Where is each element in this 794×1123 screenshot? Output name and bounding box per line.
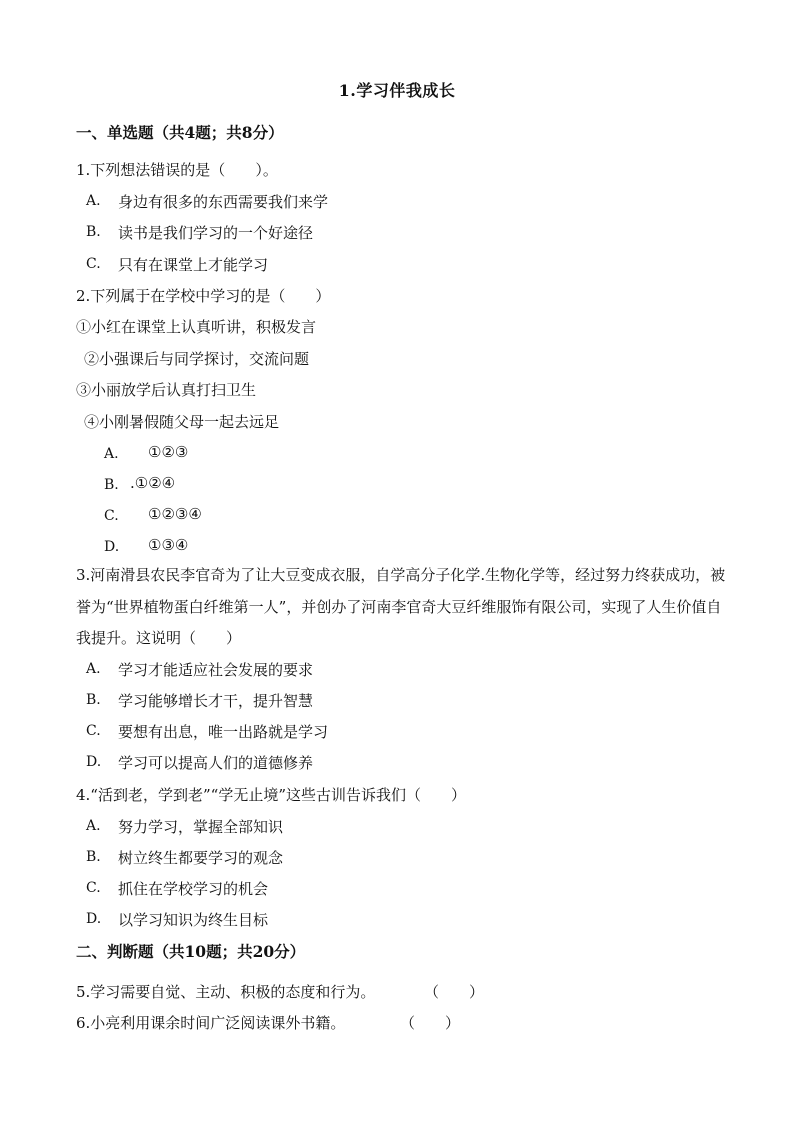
question-6-answer-blank[interactable]: （ ） <box>400 1014 461 1032</box>
question-4-stem: 4.“活到老，学到老”“学无止境”这些古训告诉我们（ ） <box>76 786 466 804</box>
q3-option-b-letter: B. <box>86 692 101 708</box>
q2-option-b-letter: B. <box>104 477 119 493</box>
q1-option-b-letter: B. <box>86 224 101 240</box>
page-title: 1.学习伴我成长 <box>338 81 456 100</box>
question-5-answer-blank[interactable]: （ ） <box>424 983 485 1001</box>
q3-option-a-letter: A. <box>86 661 101 677</box>
q2-option-a-letter: A. <box>104 446 119 462</box>
question-3-stem: 3.河南滑县农民李官奇为了让大豆变成衣服，自学高分子化学.生物化学等，经过努力终获成功，被誉为“世界植物蛋白纤维第一人”，并创办了河南李官奇大豆纤维服饰有限公司，实现了人生价值自我提升。这说明（ ） <box>76 566 726 647</box>
q2-option-a-text: ①②③ <box>148 443 189 461</box>
question-2-stem: 2.下列属于在学校中学习的是（ ） <box>76 287 331 305</box>
q4-option-b-letter: B. <box>86 849 101 865</box>
q2-option-b-text: .①②④ <box>130 474 176 492</box>
q1-option-a-letter: A. <box>86 193 101 209</box>
question-6-stem: 6.小亮利用课余时间广泛阅读课外书籍。 <box>76 1014 346 1032</box>
q2-item-1: ①小红在课堂上认真听讲，积极发言 <box>76 318 317 336</box>
q4-option-c-letter: C. <box>86 880 101 896</box>
q4-option-d-text: 以学习知识为终生目标 <box>118 911 269 929</box>
q2-option-c-text: ①②③④ <box>148 505 202 523</box>
question-5-stem: 5.学习需要自觉、主动、积极的态度和行为。 <box>76 983 376 1001</box>
q1-option-b-text: 读书是我们学习的一个好途径 <box>118 224 314 242</box>
q3-option-b-text: 学习能够增长才干，提升智慧 <box>118 692 314 710</box>
q4-option-a-letter: A. <box>86 818 101 834</box>
q2-item-2: ②小强课后与同学探讨，交流问题 <box>84 350 310 368</box>
q4-option-a-text: 努力学习，掌握全部知识 <box>118 818 284 836</box>
q2-option-d-text: ①③④ <box>148 536 189 554</box>
q1-option-a-text: 身边有很多的东西需要我们来学 <box>118 193 329 211</box>
question-1-stem: 1.下列想法错误的是（ ）。 <box>76 161 278 179</box>
q3-option-c-text: 要想有出息，唯一出路就是学习 <box>118 723 329 741</box>
q2-item-4: ④小刚暑假随父母一起去远足 <box>84 413 280 431</box>
q4-option-c-text: 抓住在学校学习的机会 <box>118 880 269 898</box>
q3-option-d-letter: D. <box>86 754 102 770</box>
q1-option-c-letter: C. <box>86 256 101 272</box>
q4-option-b-text: 树立终生都要学习的观念 <box>118 849 284 867</box>
q2-item-3: ③小丽放学后认真打扫卫生 <box>76 381 257 399</box>
q1-option-c-text: 只有在课堂上才能学习 <box>118 256 269 274</box>
section-heading-judgment: 二、判断题（共10题；共20分） <box>76 942 306 961</box>
q4-option-d-letter: D. <box>86 911 102 927</box>
q2-option-d-letter: D. <box>104 539 120 555</box>
q3-option-d-text: 学习可以提高人们的道德修养 <box>118 754 314 772</box>
section-heading-single-choice: 一、单选题（共4题；共8分） <box>76 123 284 142</box>
q3-option-a-text: 学习才能适应社会发展的要求 <box>118 661 314 679</box>
q2-option-c-letter: C. <box>104 508 119 524</box>
q3-option-c-letter: C. <box>86 723 101 739</box>
